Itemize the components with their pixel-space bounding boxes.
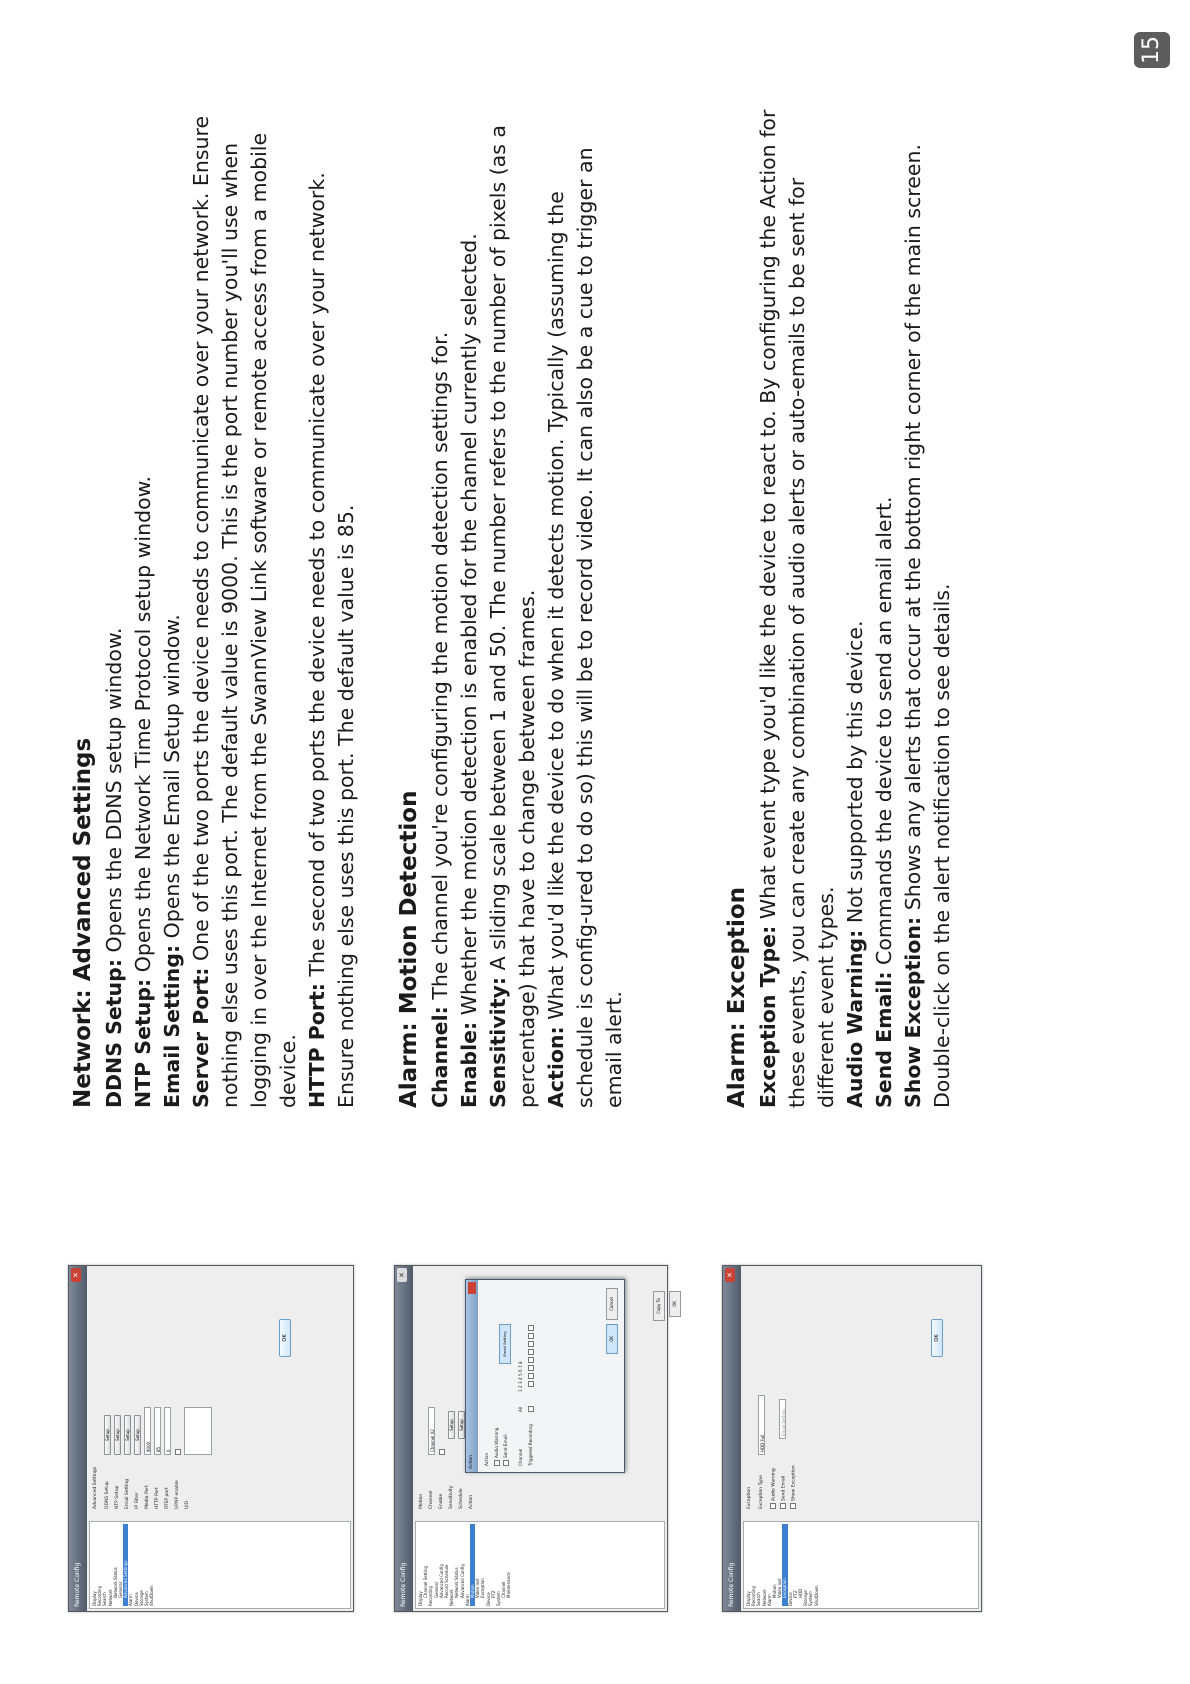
ddns-setup-button[interactable]: Setup <box>104 1415 111 1455</box>
term: Enable: <box>457 1021 481 1108</box>
channel-select[interactable]: Channel 02 <box>428 1407 435 1455</box>
definition <box>899 108 957 1108</box>
form-row <box>155 1274 163 1509</box>
email-setup-button[interactable]: Setup <box>124 1415 131 1455</box>
tree-item[interactable]: Video lost <box>777 1578 783 1598</box>
desc: One of the two ports the device needs to communicate over your network. Ensure nothing else uses this port. The default value is 9000. This is the port number you'll use when logging in over the Internet from the SwannView Link software or remote access from a mobile device. <box>189 115 300 1108</box>
tree-item[interactable]: Video lost <box>475 1578 481 1598</box>
desc: Opens the Email Setup window. <box>160 614 184 945</box>
send-email-checkbox[interactable] <box>503 1460 509 1466</box>
ch7-checkbox[interactable] <box>528 1333 534 1339</box>
ch2-checkbox[interactable] <box>528 1373 534 1379</box>
dialog-cancel-button[interactable]: Cancel <box>606 1288 618 1320</box>
motion-section <box>394 108 629 1108</box>
uid-field[interactable] <box>184 1407 212 1455</box>
dialog-title <box>466 1280 478 1472</box>
section-heading: Alarm: Exception <box>724 886 750 1108</box>
panel-title: Motion <box>419 1493 424 1509</box>
row-label: UPNP enable <box>175 1480 180 1509</box>
form-row <box>135 1274 143 1509</box>
window-titlebar <box>69 1266 87 1611</box>
tree-item[interactable]: System <box>496 1591 502 1606</box>
term: Exception Type: <box>756 925 780 1108</box>
ntp-setup-button[interactable]: Setup <box>114 1415 121 1455</box>
tree-item[interactable]: ShutDown <box>149 1585 155 1606</box>
settings-form <box>415 1268 677 1517</box>
row-label: RTSP port <box>165 1487 170 1509</box>
row-label: NTP Setup <box>115 1485 120 1509</box>
term: Sensitivity: <box>486 976 510 1108</box>
window-title: Remote Config <box>728 1562 735 1607</box>
dialog-channel-label: Channel <box>518 1448 523 1466</box>
send-email-checkbox[interactable] <box>780 1503 786 1509</box>
tree-item[interactable]: Device <box>133 1592 139 1606</box>
tree-item[interactable]: Storage <box>803 1590 809 1606</box>
tree-item[interactable]: Display <box>92 1591 97 1606</box>
tree-item[interactable]: Channel <box>501 1581 507 1598</box>
ch3-checkbox[interactable] <box>528 1365 534 1371</box>
page-number: 15 <box>1134 32 1170 68</box>
dialog-all-label: All <box>518 1406 523 1412</box>
form-row <box>175 1274 183 1509</box>
tree-item-selected[interactable]: Motion <box>470 1524 475 1606</box>
audio-warning-label: Audio Warning <box>494 1427 499 1458</box>
close-icon[interactable]: ✕ <box>725 1268 735 1282</box>
ok-button[interactable]: OK <box>279 1319 291 1357</box>
settings-tree <box>415 1521 665 1609</box>
show-exception-label: Show Exception <box>791 1465 797 1501</box>
settings-tree <box>743 1521 979 1609</box>
audio-warning-option[interactable] <box>494 1428 500 1466</box>
tree-item[interactable]: Alarm <box>128 1594 134 1606</box>
exception-type-select[interactable]: HDD Full <box>758 1395 765 1455</box>
channel-checkboxes[interactable] <box>528 1323 534 1412</box>
copy-to-button[interactable]: Copy To <box>653 1291 665 1321</box>
term: Server Port: <box>189 967 213 1108</box>
ch6-checkbox[interactable] <box>528 1341 534 1347</box>
form-row <box>770 1274 778 1509</box>
tree-item[interactable]: Alarm <box>464 1594 470 1606</box>
audio-warning-label: Audio Warning <box>771 1468 777 1501</box>
desc: Shows any alerts that occur at the bottom right corner of the main screen. Double-click on the alert notification to see details. <box>901 143 954 1108</box>
window-titlebar <box>723 1266 741 1611</box>
form-row <box>759 1274 767 1509</box>
settings-tree <box>89 1521 351 1609</box>
http-port-input[interactable]: 85 <box>154 1407 161 1455</box>
desc: Whether the motion detection is enabled for the channel currently selected. <box>457 233 481 1022</box>
form-row <box>185 1274 193 1509</box>
form-row <box>165 1274 173 1509</box>
definition <box>870 108 899 1108</box>
definition <box>187 108 303 1108</box>
tree-item[interactable]: Search <box>102 1592 108 1606</box>
ch5-checkbox[interactable] <box>528 1349 534 1355</box>
send-email-label: Send Email <box>503 1434 508 1458</box>
ch1-checkbox[interactable] <box>528 1381 534 1387</box>
window-title: Remote Config <box>74 1562 81 1607</box>
desc: What you'd like the device to do when it detects motion. Typically (assuming the schedule is config-ured to do so) this will be to record video. It can also be a cue to trigger an email alert. <box>544 147 626 1108</box>
tree-item[interactable]: Network Status <box>112 1567 118 1598</box>
triggered-recording-label: Triggered Recording <box>528 1424 533 1466</box>
definition <box>303 108 361 1108</box>
upnp-checkbox[interactable] <box>175 1449 181 1455</box>
all-checkbox[interactable] <box>528 1406 534 1412</box>
form-row <box>145 1274 153 1509</box>
desc: Commands the device to send an email alert. <box>872 496 896 972</box>
tree-item-selected[interactable]: Advanced Settings <box>123 1524 128 1606</box>
form-row <box>439 1274 447 1509</box>
tree-item[interactable]: General <box>433 1582 439 1598</box>
tree-item[interactable]: System <box>808 1591 814 1606</box>
dialog-action-label: Action <box>484 1452 489 1466</box>
desc: Opens the Network Time Protocol setup window. <box>131 475 155 979</box>
form-row <box>115 1274 123 1509</box>
tree-item[interactable]: Exception <box>480 1578 486 1598</box>
term: Email Setting: <box>160 944 184 1108</box>
desc: What event type you'd like the device to react to. By configuring the Action for these events, you can create any combination of audio alerts or auto-emails to be sent for different event types. <box>756 109 838 1108</box>
term: Send Email: <box>872 971 896 1108</box>
term: Audio Warning: <box>843 929 867 1108</box>
definition <box>129 108 158 1108</box>
tree-item[interactable]: Channel Setting <box>423 1565 429 1598</box>
send-email-label: Send Email <box>781 1475 787 1501</box>
tree-item[interactable]: Display <box>746 1591 751 1606</box>
tree-item[interactable]: ShutDown <box>813 1585 819 1606</box>
tree-item[interactable]: Network Status <box>454 1567 460 1598</box>
row-label: Exception Type <box>759 1475 764 1509</box>
media-port-input[interactable]: 9000 <box>144 1407 151 1455</box>
section-heading: Network: Advanced Settings <box>70 737 96 1108</box>
tree-item[interactable]: Display <box>418 1591 423 1606</box>
definition <box>100 108 129 1108</box>
desc: Not supported by this device. <box>843 620 867 930</box>
tree-item[interactable]: Record Schedule <box>444 1564 450 1598</box>
row-label: Email Setting <box>125 1478 130 1509</box>
form-row <box>790 1274 798 1509</box>
settings-form <box>89 1268 351 1517</box>
desc: The second of two ports the device needs to communicate over your network. Ensure nothing else uses this port. The default value is 85. <box>305 172 358 1108</box>
row-label: Channel <box>429 1490 434 1509</box>
form-row <box>780 1274 788 1509</box>
network-settings-screenshot <box>68 1265 354 1612</box>
tree-item-selected[interactable]: Exception <box>782 1524 787 1606</box>
panel-title: Advanced Settings <box>93 1466 98 1509</box>
definition <box>455 108 484 1108</box>
tree-item[interactable]: Device <box>787 1592 793 1606</box>
tree-item[interactable]: Search <box>756 1592 762 1606</box>
row-label: Schedule <box>459 1488 464 1509</box>
desc: Opens the DDNS setup window. <box>102 627 126 959</box>
tree-item[interactable]: Alarm <box>766 1594 772 1606</box>
dialog-title-text: Action <box>469 1454 474 1469</box>
rtsp-port-input[interactable]: 0 <box>164 1407 171 1455</box>
ok-button[interactable]: OK <box>931 1319 943 1357</box>
audio-warning-checkbox[interactable] <box>494 1460 500 1466</box>
tree-item[interactable]: PTZ <box>792 1590 798 1598</box>
definition <box>841 108 870 1108</box>
email-setting-button[interactable]: Email Setting <box>779 1399 786 1439</box>
send-email-option[interactable] <box>780 1476 787 1509</box>
ch4-checkbox[interactable] <box>528 1357 534 1363</box>
row-label: DDNS Setup <box>105 1481 110 1509</box>
definition <box>158 108 187 1108</box>
row-label: IP Filter <box>135 1492 140 1509</box>
settings-form <box>743 1268 979 1517</box>
term: NTP Setup: <box>131 978 155 1108</box>
send-email-option[interactable] <box>503 1435 509 1467</box>
tree-item[interactable]: Maintenance <box>506 1572 512 1598</box>
exception-section <box>722 108 957 1108</box>
audio-warning-option[interactable] <box>770 1468 777 1509</box>
desc: A sliding scale between 1 and 50. The number refers to the number of pixels (as a percentage) that have to change between frames. <box>486 125 539 1108</box>
window-title: Remote Config <box>400 1562 407 1607</box>
row-label: Media Port <box>145 1485 150 1509</box>
definition <box>484 108 542 1108</box>
ch8-checkbox[interactable] <box>528 1325 534 1331</box>
action-dialog <box>465 1279 625 1473</box>
desc: The channel you're configuring the motion detection settings for. <box>428 331 452 1007</box>
form-row <box>125 1274 133 1509</box>
tree-item[interactable]: Advanced Config <box>438 1564 444 1598</box>
form-row <box>105 1274 113 1509</box>
show-exception-option[interactable] <box>790 1465 797 1509</box>
tree-item[interactable]: Network <box>107 1589 113 1606</box>
ip-filter-button[interactable]: Setup <box>134 1415 141 1455</box>
email-setting-button[interactable]: Email Setting <box>499 1324 511 1364</box>
row-label: Enable <box>439 1493 444 1509</box>
sensitivity-setup-button[interactable]: Setup <box>448 1411 455 1439</box>
audio-warning-checkbox[interactable] <box>770 1503 776 1509</box>
close-icon[interactable]: ✕ <box>397 1268 407 1282</box>
row-label: Sensitivity <box>449 1485 454 1509</box>
tree-item[interactable]: PTZ <box>490 1590 496 1598</box>
definition <box>754 108 841 1108</box>
network-section <box>68 108 361 1108</box>
tree-item[interactable]: Storage <box>138 1590 144 1606</box>
dialog-ok-button[interactable]: OK <box>606 1324 618 1354</box>
tree-item[interactable]: General <box>118 1582 124 1598</box>
term: DDNS Setup: <box>102 958 126 1108</box>
form-row <box>449 1274 457 1509</box>
tree-item[interactable]: Advanced Config <box>459 1564 465 1598</box>
definition <box>542 108 629 1108</box>
section-heading: Alarm: Motion Detection <box>396 790 422 1108</box>
show-exception-checkbox[interactable] <box>790 1503 796 1509</box>
term: Show Exception: <box>901 916 925 1108</box>
term: HTTP Port: <box>305 983 329 1108</box>
tree-item[interactable]: Network <box>449 1589 455 1606</box>
row-label: UID <box>185 1500 190 1509</box>
definition <box>426 108 455 1108</box>
ok-button[interactable]: OK <box>669 1291 681 1317</box>
tree-item[interactable]: Network <box>761 1589 767 1606</box>
tree-item[interactable]: Device <box>485 1592 491 1606</box>
tree-item[interactable]: System <box>144 1591 150 1606</box>
motion-settings-screenshot <box>394 1265 677 1612</box>
dialog-channel-numbers: 1 2 3 4 5 6 7 8 <box>518 1361 523 1392</box>
tree-item[interactable]: Recording <box>751 1585 757 1606</box>
tree-item[interactable]: Recording <box>428 1585 434 1606</box>
exception-settings-screenshot <box>722 1265 982 1612</box>
panel-title: Exception <box>747 1486 752 1509</box>
row-label: Action <box>469 1494 474 1509</box>
close-icon[interactable] <box>468 1282 476 1294</box>
term: Action: <box>544 1026 568 1108</box>
tree-item[interactable]: Recording <box>97 1585 103 1606</box>
term: Channel: <box>428 1006 452 1108</box>
tree-item[interactable]: HDD <box>798 1588 804 1598</box>
form-row <box>429 1274 437 1509</box>
tree-item[interactable]: Motion <box>772 1584 778 1598</box>
enable-checkbox[interactable] <box>439 1449 445 1455</box>
row-label: HTTP Port <box>155 1487 160 1509</box>
close-icon[interactable]: ✕ <box>71 1268 81 1282</box>
window-titlebar <box>395 1266 413 1611</box>
schedule-setup-button[interactable]: Setup <box>458 1411 465 1439</box>
